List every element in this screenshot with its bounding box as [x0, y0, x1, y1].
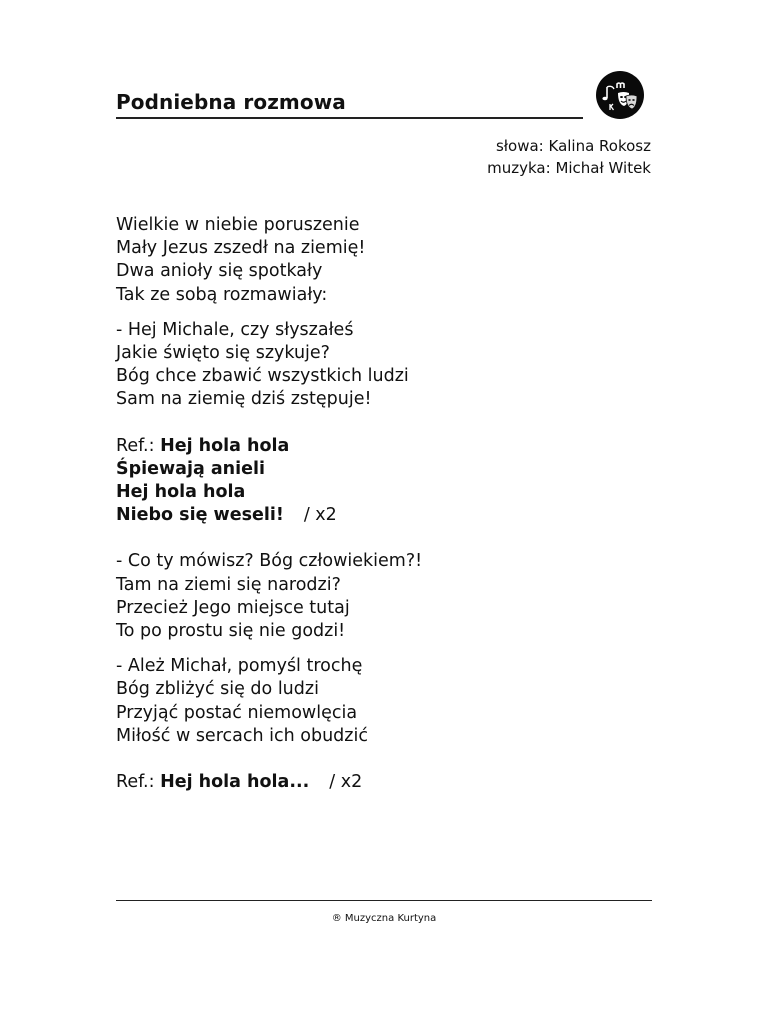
logo-masks-icon — [596, 71, 644, 119]
lyric-line: Miłość w sercach ich obudzić — [116, 725, 368, 746]
song-credits — [487, 135, 651, 179]
refrain-1 — [116, 435, 422, 528]
page-title: Podniebna rozmowa — [116, 90, 346, 114]
lyric-line: - Hej Michale, czy słyszałeś — [116, 319, 354, 340]
refrain-line — [116, 504, 422, 527]
refrain-line — [116, 771, 422, 794]
refrain-line: Hej hola hola — [116, 482, 246, 503]
lyric-line: Jakie święto się szykuje? — [116, 343, 330, 364]
lyric-line: Bóg zbliżyć się do ludzi — [116, 679, 319, 700]
lyric-line: Bóg chce zbawić wszystkich ludzi — [116, 366, 409, 387]
refrain-line — [116, 435, 422, 458]
lyric-line: Tam na ziemi się narodzi? — [116, 574, 341, 595]
refrain-text: Niebo się weseli! — [116, 505, 284, 526]
music-credit: muzyka: Michał Witek — [487, 159, 651, 177]
lyric-line: - Ależ Michał, pomyśl trochę — [116, 656, 363, 677]
refrain-label: Ref.: — [116, 772, 161, 793]
lyric-line: - Co ty mówisz? Bóg człowiekiem?! — [116, 551, 423, 572]
stanza-3 — [116, 550, 422, 643]
refrain-text: Hej hola hola... — [160, 772, 310, 793]
lyric-line: Wielkie w niebie poruszenie — [116, 215, 360, 235]
lyric-line: Przecież Jego miejsce tutaj — [116, 597, 350, 618]
refrain-label: Ref.: — [116, 435, 161, 456]
stanza-1 — [116, 214, 422, 307]
lyric-line: To po prostu się nie godzi! — [116, 621, 346, 642]
lyrics-credit: słowa: Kalina Rokosz — [495, 137, 651, 155]
footer-divider — [116, 900, 652, 901]
song-lyrics — [116, 214, 422, 806]
refrain-2 — [116, 771, 422, 794]
stanza-4 — [116, 655, 422, 748]
lyric-line: Sam na ziemię dziś zstępuje! — [116, 389, 372, 410]
repeat-marker: / x2 — [329, 772, 363, 793]
lyric-line: Mały Jezus zszedł na ziemię! — [116, 238, 366, 259]
lyric-line: Dwa anioły się spotkały — [116, 261, 323, 282]
footer-copyright: ® Muzyczna Kurtyna — [331, 913, 437, 924]
refrain-text: Hej hola hola — [160, 435, 290, 456]
refrain-line: Śpiewają anieli — [116, 458, 266, 479]
lyric-line: Przyjąć postać niemowlęcia — [116, 702, 358, 723]
theatre-masks-music-logo — [596, 71, 644, 119]
title-underline — [116, 117, 583, 119]
repeat-marker: / x2 — [303, 505, 337, 526]
lyric-line: Tak ze sobą rozmawiały: — [116, 284, 328, 305]
stanza-2 — [116, 319, 422, 412]
